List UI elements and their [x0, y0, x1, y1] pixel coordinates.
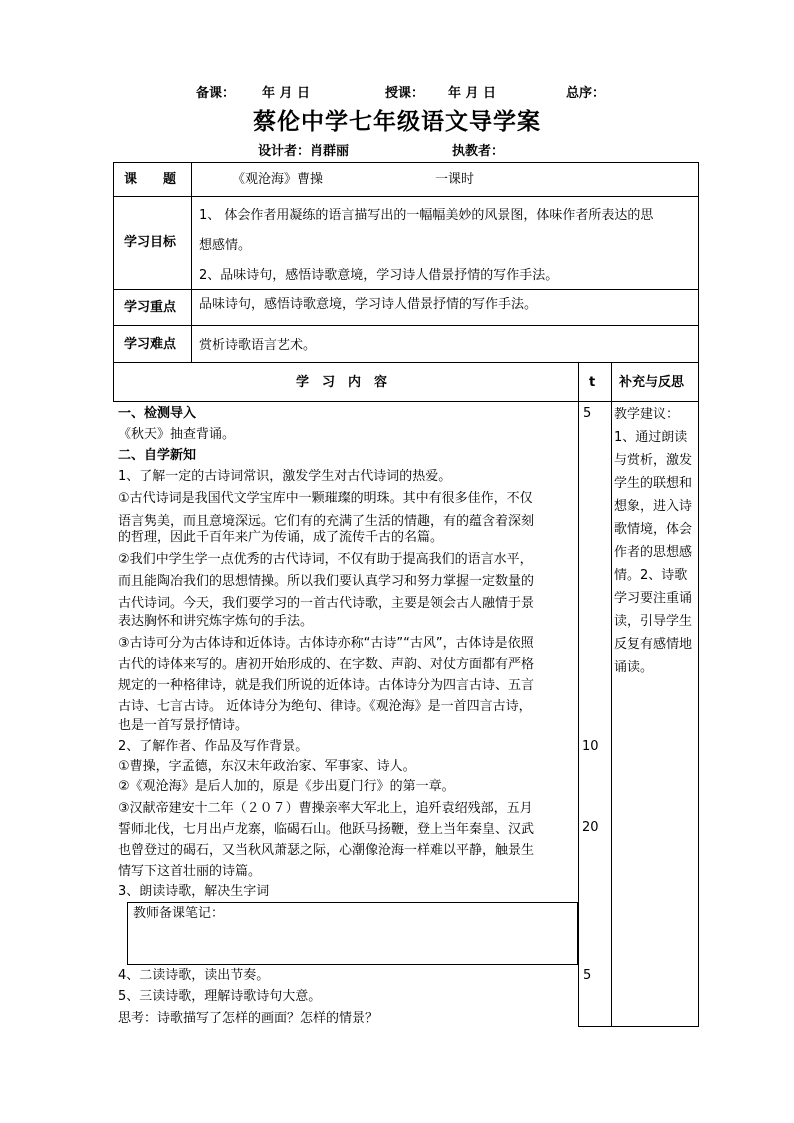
content-line: ②我们中学生学一点优秀的古代诗词，不仅有助于提高我们的语言水平，: [118, 552, 533, 567]
content-line: 5、三读诗歌，理解诗歌诗句大意。: [118, 989, 322, 1004]
content-line: 二、自学新知: [118, 448, 197, 463]
content-line: 而且能陶冶我们的思想情操。所以我们要认真学习和努力掌握一定数量的: [118, 574, 535, 589]
content-line: 古诗、七言古诗。 近体诗分为绝句、律诗。《观沧海》是一首四言古诗，: [118, 699, 532, 714]
content-line: 4、二读诗歌，读出节奏。: [118, 968, 270, 983]
topic-period: 一课时: [435, 172, 475, 187]
sequence-label: 总序：: [566, 86, 606, 101]
content-header: 学 习 内 容: [296, 375, 388, 390]
content-line: 一、检测导入: [118, 406, 197, 421]
prep-date: 年 月 日: [262, 86, 311, 101]
teacher: 执教者：: [452, 144, 505, 159]
reflection-notes: 教学建议：1、通过朗读与赏析，激发学生的联想和想象，进入诗歌情境，体会作者的思想感情。2、诗歌学习要注重诵读，引导学生反复有感情地诵读。: [614, 407, 693, 675]
teacher-notes-box[interactable]: [127, 902, 578, 965]
focus-label: 学习重点: [124, 300, 177, 315]
teacher-notes-label: 教师备课笔记：: [133, 906, 225, 921]
content-line: 古代诗词。今天，我们要学习的一首古代诗歌，主要是领会古人融情于景: [118, 596, 535, 611]
teach-label: 授课：: [385, 86, 425, 101]
content-line: 表达胸怀和讲究炼字炼句的手法。: [118, 614, 314, 629]
content-line: 誓师北伐，七月出卢龙寨，临碣石山。他跃马扬鞭，登上当年秦皇、汉武: [118, 822, 535, 837]
content-line: 语言隽美，而且意境深远。它们有的充满了生活的情趣，有的蕴含着深刻: [118, 514, 535, 529]
content-line: ①曹操，字孟德，东汉末年政治家、军事家、诗人。: [118, 759, 416, 774]
goal-line: 2、品味诗句，感悟诗歌意境，学习诗人借景抒情的写作手法。: [199, 268, 559, 283]
content-line: 3、朗读诗歌，解决生字词: [118, 884, 270, 899]
page-title: 蔡伦中学七年级语文导学案: [253, 109, 541, 135]
difficulty-label: 学习难点: [124, 337, 177, 352]
difficulty-value: 赏析诗歌语言艺术。: [199, 338, 317, 353]
goal-line: 想感情。: [199, 238, 252, 253]
time-value: 5: [583, 406, 592, 421]
topic-value: 《观沧海》曹操: [232, 172, 324, 187]
content-line: 的哲理，因此千百年来广为传诵，成了流传千古的名篇。: [118, 530, 444, 545]
content-line: 情写下这首壮丽的诗篇。: [118, 864, 262, 879]
content-line: 2、了解作者、作品及写作背景。: [118, 739, 309, 754]
time-header: t: [589, 375, 596, 390]
content-line: 1、了解一定的古诗词常识，激发学生对古代诗词的热爱。: [118, 469, 452, 484]
content-line: ③汉献帝建安十二年（２０７）曹操亲率大军北上，追歼袁绍残部，五月: [118, 801, 533, 816]
focus-value: 品味诗句，感悟诗歌意境，学习诗人借景抒情的写作手法。: [199, 297, 538, 312]
content-line: ②《观沧海》是后人加的，原是《步出夏门行》的第一章。: [118, 779, 455, 794]
goal-line: 1、 体会作者用凝练的语言描写出的一幅幅美妙的风景图，体味作者所表达的思: [199, 208, 654, 223]
content-line: 《秋天》抽查背诵。: [118, 427, 236, 442]
time-value: 10: [582, 739, 599, 754]
teach-date: 年 月 日: [448, 86, 497, 101]
time-value: 20: [582, 820, 599, 835]
content-line: 古代的诗体来写的。唐初开始形成的、在字数、声韵、对仗方面都有严格: [118, 657, 535, 672]
content-line: ①古代诗词是我国代文学宝库中一颗璀璨的明珠。其中有很多佳作，不仅: [118, 491, 533, 506]
goal-label: 学习目标: [124, 235, 177, 250]
content-line: 也是一首写景抒情诗。: [118, 718, 249, 733]
content-line: 思考：诗歌描写了怎样的画面？怎样的情景？: [118, 1011, 379, 1026]
content-line: 规定的一种格律诗，就是我们所说的近体诗。古体诗分为四言古诗、五言: [118, 678, 535, 693]
prep-label: 备课：: [196, 86, 236, 101]
content-line: ③古诗可分为古体诗和近体诗。古体诗亦称“古诗”“古风”，古体诗是依照: [118, 636, 534, 651]
reflect-header: 补充与反思: [619, 375, 685, 390]
designer: 设计者：肖群丽: [258, 144, 350, 159]
time-value: 5: [583, 968, 592, 983]
topic-label: 课 题: [124, 172, 177, 187]
content-line: 也曾登过的碣石，又当秋风萧瑟之际，心潮像沧海一样难以平静，触景生: [118, 843, 535, 858]
